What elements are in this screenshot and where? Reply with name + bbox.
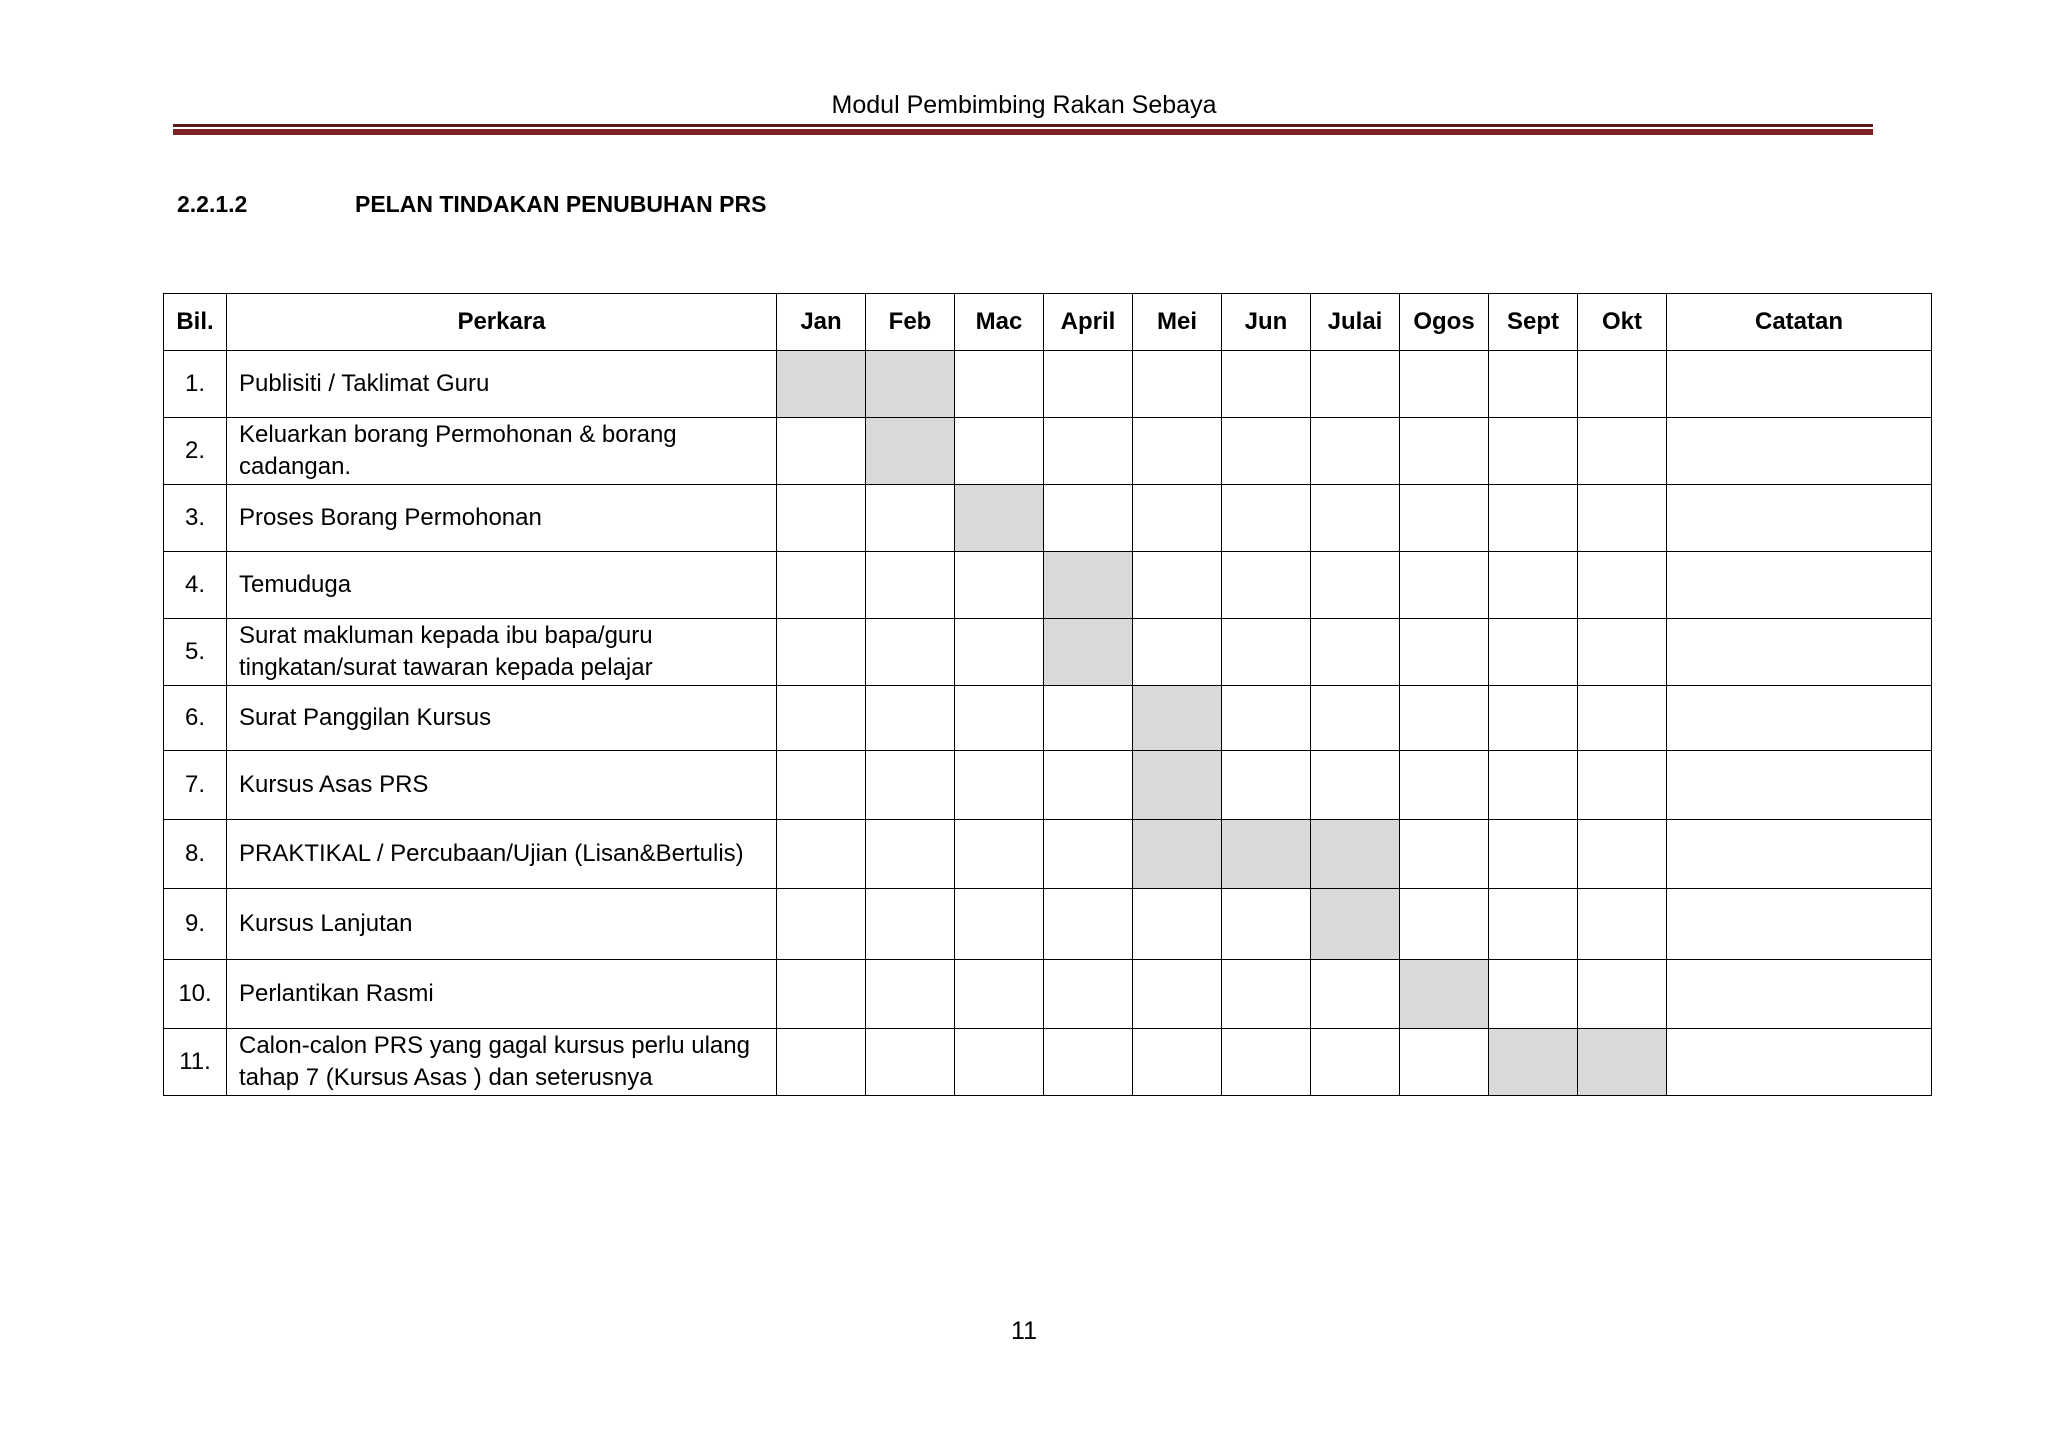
month-cell-okt-scheduled — [1578, 1029, 1667, 1096]
month-cell-mac — [955, 820, 1044, 889]
table-row — [164, 686, 1932, 751]
month-cell-mei — [1133, 552, 1222, 619]
month-cell-julai — [1311, 960, 1400, 1029]
month-cell-sept — [1489, 686, 1578, 751]
activity-cell: Calon-calon PRS yang gagal kursus perlu ulang tahap 7 (Kursus Asas ) dan seterusnya — [227, 1029, 777, 1096]
month-cell-mei — [1133, 1029, 1222, 1096]
month-cell-mei-scheduled — [1133, 686, 1222, 751]
month-cell-april — [1044, 418, 1133, 485]
catatan-cell — [1667, 418, 1932, 485]
activity-cell: Publisiti / Taklimat Guru — [227, 351, 777, 418]
month-cell-jan — [777, 960, 866, 1029]
section-title: PELAN TINDAKAN PENUBUHAN PRS — [355, 191, 767, 217]
activity-cell: Kursus Asas PRS — [227, 751, 777, 820]
month-cell-jun — [1222, 351, 1311, 418]
catatan-cell — [1667, 619, 1932, 686]
month-cell-okt — [1578, 351, 1667, 418]
month-cell-mei — [1133, 351, 1222, 418]
table-row — [164, 751, 1932, 820]
month-cell-okt — [1578, 619, 1667, 686]
activity-cell: Proses Borang Permohonan — [227, 485, 777, 552]
catatan-cell — [1667, 751, 1932, 820]
table-row — [164, 552, 1932, 619]
month-cell-okt — [1578, 418, 1667, 485]
month-cell-feb — [866, 751, 955, 820]
month-cell-feb — [866, 686, 955, 751]
month-cell-mac-scheduled — [955, 485, 1044, 552]
row-number-cell: 8. — [164, 820, 227, 889]
month-cell-jun — [1222, 1029, 1311, 1096]
month-cell-mac — [955, 619, 1044, 686]
column-header-catatan: Catatan — [1667, 294, 1932, 351]
catatan-cell — [1667, 960, 1932, 1029]
column-header-ogos: Ogos — [1400, 294, 1489, 351]
table-row — [164, 889, 1932, 960]
month-cell-okt — [1578, 820, 1667, 889]
month-cell-april — [1044, 351, 1133, 418]
month-cell-april-scheduled — [1044, 619, 1133, 686]
month-cell-jun — [1222, 960, 1311, 1029]
column-header-mei: Mei — [1133, 294, 1222, 351]
catatan-cell — [1667, 820, 1932, 889]
month-cell-ogos — [1400, 686, 1489, 751]
row-number-cell: 11. — [164, 1029, 227, 1096]
month-cell-sept — [1489, 485, 1578, 552]
column-header-julai: Julai — [1311, 294, 1400, 351]
activity-cell: Surat makluman kepada ibu bapa/guru tingkatan/surat tawaran kepada pelajar — [227, 619, 777, 686]
month-cell-mac — [955, 686, 1044, 751]
activity-cell: Temuduga — [227, 552, 777, 619]
month-cell-julai — [1311, 351, 1400, 418]
month-cell-ogos — [1400, 351, 1489, 418]
table-row — [164, 1029, 1932, 1096]
catatan-cell — [1667, 485, 1932, 552]
month-cell-ogos — [1400, 418, 1489, 485]
month-cell-okt — [1578, 960, 1667, 1029]
month-cell-jan — [777, 1029, 866, 1096]
month-cell-julai — [1311, 686, 1400, 751]
month-cell-mac — [955, 351, 1044, 418]
month-cell-mei-scheduled — [1133, 820, 1222, 889]
row-number-cell: 4. — [164, 552, 227, 619]
month-cell-feb — [866, 889, 955, 960]
month-cell-mac — [955, 418, 1044, 485]
month-cell-ogos — [1400, 889, 1489, 960]
month-cell-mac — [955, 889, 1044, 960]
month-cell-sept-scheduled — [1489, 1029, 1578, 1096]
month-cell-mac — [955, 960, 1044, 1029]
month-cell-ogos — [1400, 751, 1489, 820]
row-number-cell: 9. — [164, 889, 227, 960]
column-header-feb: Feb — [866, 294, 955, 351]
month-cell-okt — [1578, 485, 1667, 552]
table-header-row — [164, 294, 1932, 351]
month-cell-mei — [1133, 619, 1222, 686]
month-cell-julai — [1311, 552, 1400, 619]
month-cell-feb — [866, 960, 955, 1029]
month-cell-april — [1044, 686, 1133, 751]
month-cell-feb-scheduled — [866, 418, 955, 485]
page-header-title: Modul Pembimbing Rakan Sebaya — [831, 91, 1217, 119]
table-row — [164, 960, 1932, 1029]
catatan-cell — [1667, 1029, 1932, 1096]
month-cell-okt — [1578, 889, 1667, 960]
catatan-cell — [1667, 889, 1932, 960]
table-row — [164, 485, 1932, 552]
month-cell-mei — [1133, 889, 1222, 960]
catatan-cell — [1667, 552, 1932, 619]
activity-cell: Keluarkan borang Permohonan & borang cadangan. — [227, 418, 777, 485]
month-cell-jan — [777, 418, 866, 485]
month-cell-ogos-scheduled — [1400, 960, 1489, 1029]
month-cell-mac — [955, 751, 1044, 820]
month-cell-feb — [866, 552, 955, 619]
row-number-cell: 7. — [164, 751, 227, 820]
column-header-mac: Mac — [955, 294, 1044, 351]
page-number: 11 — [1011, 1317, 1037, 1345]
action-plan-table — [163, 293, 1932, 1096]
row-number-cell: 2. — [164, 418, 227, 485]
month-cell-sept — [1489, 418, 1578, 485]
month-cell-julai — [1311, 418, 1400, 485]
month-cell-april — [1044, 889, 1133, 960]
month-cell-sept — [1489, 889, 1578, 960]
column-header-jan: Jan — [777, 294, 866, 351]
column-header-okt: Okt — [1578, 294, 1667, 351]
month-cell-mei — [1133, 960, 1222, 1029]
column-header-jun: Jun — [1222, 294, 1311, 351]
month-cell-julai-scheduled — [1311, 889, 1400, 960]
column-header-bil: Bil. — [164, 294, 227, 351]
month-cell-jun — [1222, 751, 1311, 820]
table-row — [164, 418, 1932, 485]
row-number-cell: 1. — [164, 351, 227, 418]
month-cell-julai — [1311, 1029, 1400, 1096]
row-number-cell: 3. — [164, 485, 227, 552]
activity-cell: Perlantikan Rasmi — [227, 960, 777, 1029]
month-cell-jan — [777, 820, 866, 889]
month-cell-ogos — [1400, 619, 1489, 686]
month-cell-okt — [1578, 751, 1667, 820]
month-cell-mac — [955, 1029, 1044, 1096]
month-cell-ogos — [1400, 485, 1489, 552]
table-row — [164, 619, 1932, 686]
column-header-sept: Sept — [1489, 294, 1578, 351]
month-cell-feb — [866, 485, 955, 552]
header-divider — [173, 124, 1873, 135]
table-row — [164, 351, 1932, 418]
month-cell-sept — [1489, 552, 1578, 619]
month-cell-jun — [1222, 552, 1311, 619]
month-cell-okt — [1578, 686, 1667, 751]
month-cell-julai — [1311, 751, 1400, 820]
month-cell-april — [1044, 960, 1133, 1029]
column-header-april: April — [1044, 294, 1133, 351]
month-cell-sept — [1489, 960, 1578, 1029]
section-heading — [177, 188, 766, 220]
month-cell-jun — [1222, 619, 1311, 686]
row-number-cell: 6. — [164, 686, 227, 751]
month-cell-okt — [1578, 552, 1667, 619]
month-cell-feb — [866, 820, 955, 889]
month-cell-jun-scheduled — [1222, 820, 1311, 889]
month-cell-jan — [777, 751, 866, 820]
row-number-cell: 5. — [164, 619, 227, 686]
month-cell-feb-scheduled — [866, 351, 955, 418]
month-cell-mei — [1133, 485, 1222, 552]
month-cell-julai — [1311, 485, 1400, 552]
month-cell-april — [1044, 820, 1133, 889]
section-number: 2.2.1.2 — [177, 191, 248, 217]
catatan-cell — [1667, 351, 1932, 418]
month-cell-jan — [777, 686, 866, 751]
month-cell-feb — [866, 1029, 955, 1096]
column-header-perkara: Perkara — [227, 294, 777, 351]
activity-cell: Kursus Lanjutan — [227, 889, 777, 960]
month-cell-jun — [1222, 686, 1311, 751]
month-cell-julai-scheduled — [1311, 820, 1400, 889]
table-row — [164, 820, 1932, 889]
month-cell-julai — [1311, 619, 1400, 686]
month-cell-jan — [777, 619, 866, 686]
month-cell-jun — [1222, 418, 1311, 485]
month-cell-ogos — [1400, 1029, 1489, 1096]
month-cell-mei — [1133, 418, 1222, 485]
activity-cell: PRAKTIKAL / Percubaan/Ujian (Lisan&Bertulis) — [227, 820, 777, 889]
month-cell-mac — [955, 552, 1044, 619]
month-cell-jan — [777, 552, 866, 619]
month-cell-jan — [777, 889, 866, 960]
month-cell-sept — [1489, 751, 1578, 820]
activity-cell: Surat Panggilan Kursus — [227, 686, 777, 751]
month-cell-sept — [1489, 351, 1578, 418]
month-cell-ogos — [1400, 820, 1489, 889]
catatan-cell — [1667, 686, 1932, 751]
month-cell-mei-scheduled — [1133, 751, 1222, 820]
month-cell-april-scheduled — [1044, 552, 1133, 619]
month-cell-april — [1044, 751, 1133, 820]
month-cell-sept — [1489, 820, 1578, 889]
month-cell-sept — [1489, 619, 1578, 686]
month-cell-april — [1044, 1029, 1133, 1096]
month-cell-ogos — [1400, 552, 1489, 619]
month-cell-jun — [1222, 485, 1311, 552]
month-cell-april — [1044, 485, 1133, 552]
month-cell-jun — [1222, 889, 1311, 960]
month-cell-jan — [777, 485, 866, 552]
month-cell-feb — [866, 619, 955, 686]
row-number-cell: 10. — [164, 960, 227, 1029]
month-cell-jan-scheduled — [777, 351, 866, 418]
